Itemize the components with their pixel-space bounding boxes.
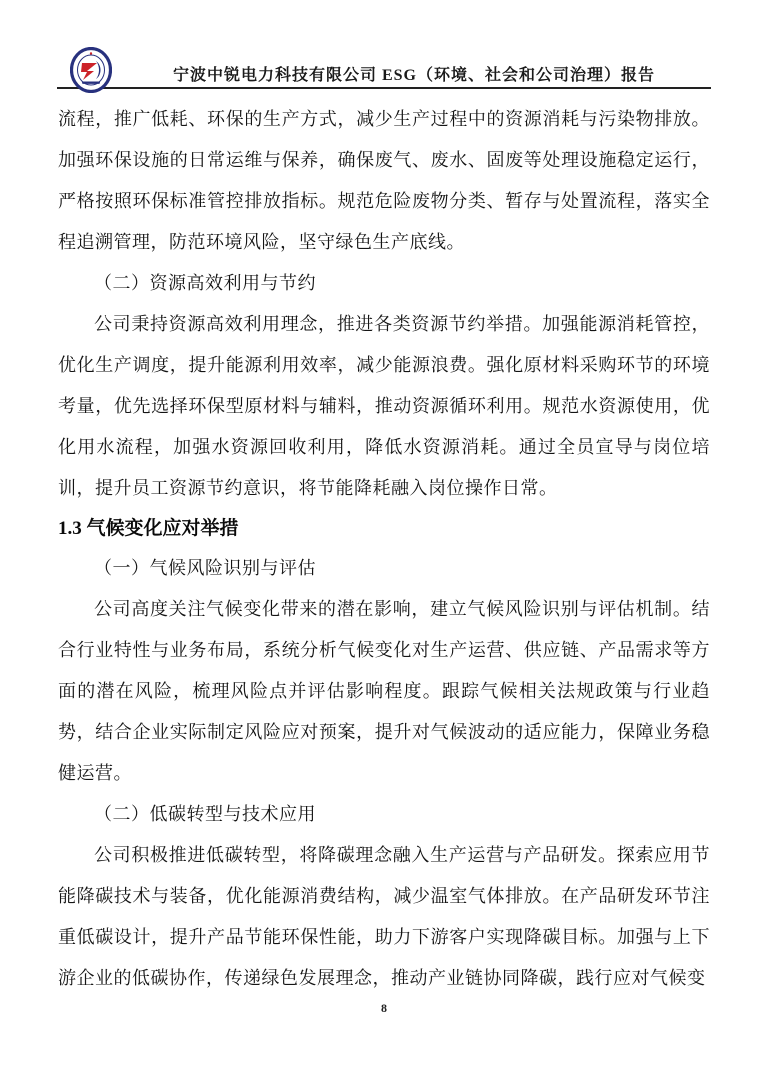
company-logo-icon — [70, 80, 112, 97]
paragraph-low-carbon: 公司积极推进低碳转型，将降碳理念融入生产运营与产品研发。探索应用节能降碳技术与装备，优化能源消费结构，减少温室气体排放。在产品研发环节注重低碳设计，提升产品节能环保性能，助力下游客户实现降碳目标。加强与上下游企业的低碳协作，传递绿色发展理念，推动产业链协同降碳，践行应对气候变 — [58, 845, 710, 988]
header-rule — [57, 87, 711, 89]
page-footer — [0, 999, 768, 1017]
company-logo — [70, 47, 112, 93]
subheading-resource-efficiency: （二）资源高效利用与节约 — [94, 273, 316, 293]
paragraph-environment-production: 流程，推广低耗、环保的生产方式，减少生产过程中的资源消耗与污染物排放。加强环保设施的日常运维与保养，确保废气、废水、固废等处理设施稳定运行，严格按照环保标准管控排放指标。规范危险废物分类、暂存与处置流程，落实全程追溯管理，防范环境风险，坚守绿色生产底线。 — [58, 109, 710, 252]
subheading-low-carbon: （二）低碳转型与技术应用 — [94, 804, 316, 824]
page-number: 8 — [381, 1001, 387, 1015]
document-body — [58, 99, 710, 999]
header-title: 宁波中锐电力科技有限公司 ESG（环境、社会和公司治理）报告 — [172, 67, 656, 84]
paragraph-climate-risk: 公司高度关注气候变化带来的潜在影响，建立气候风险识别与评估机制。结合行业特性与业务布局，系统分析气候变化对生产运营、供应链、产品需求等方面的潜在风险，梳理风险点并评估影响程度。跟踪气候相关法规政策与行业趋势，结合企业实际制定风险应对预案，提升对气候波动的适应能力，保障业务稳健运营。 — [58, 599, 710, 783]
page-header — [57, 0, 711, 90]
section-heading-climate-change: 1.3 气候变化应对举措 — [58, 518, 239, 539]
paragraph-resource-efficiency: 公司秉持资源高效利用理念，推进各类资源节约举措。加强能源消耗管控，优化生产调度，提升能源利用效率，减少能源浪费。强化原材料采购环节的环境考量，优先选择环保型原材料与辅料，推动资源循环利用。规范水资源使用，优化用水流程，加强水资源回收利用，降低水资源消耗。通过全员宣导与岗位培训，提升员工资源节约意识，将节能降耗融入岗位操作日常。 — [58, 314, 710, 498]
subheading-climate-risk: （一）气候风险识别与评估 — [94, 558, 316, 578]
